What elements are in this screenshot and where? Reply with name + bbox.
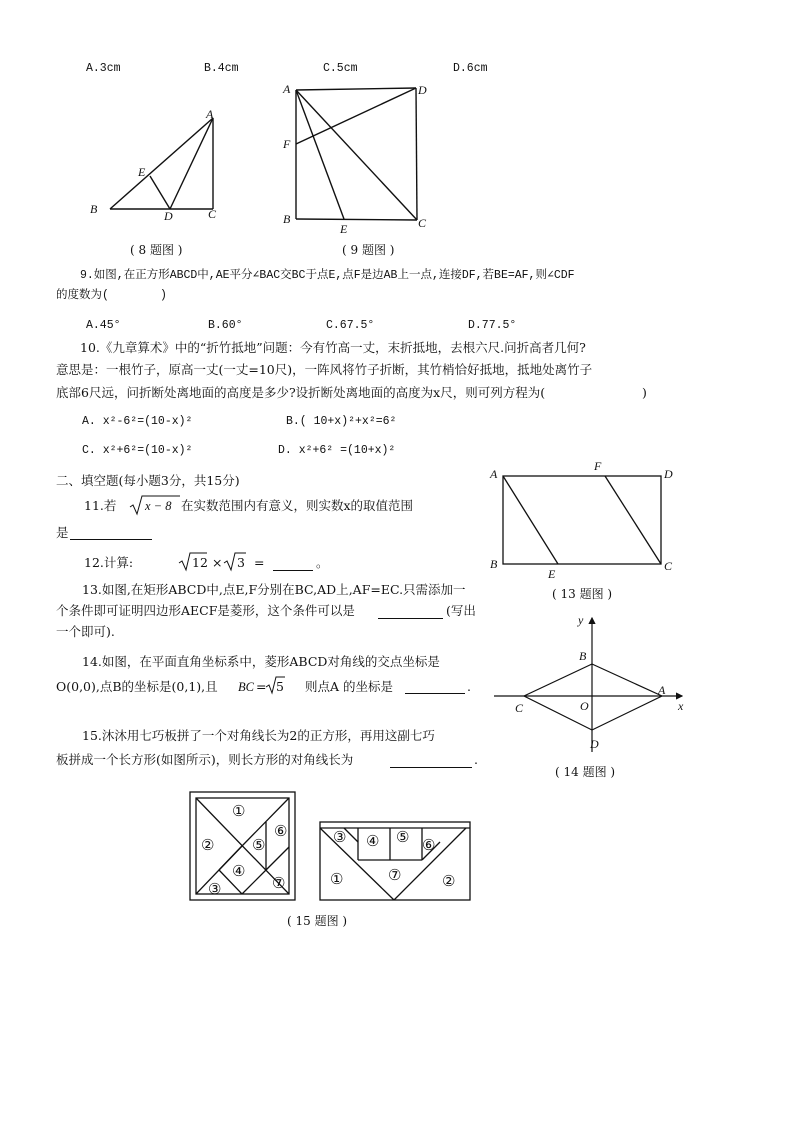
fig15-square-piece-4: ④	[232, 864, 246, 880]
fig15-square-piece-1: ①	[232, 804, 246, 820]
q14-line2-end: .	[467, 679, 471, 694]
q14-text-line2b: 则点A 的坐标是	[305, 679, 394, 694]
q11-sqrt-sign	[130, 495, 144, 515]
figure-15-rectangle	[318, 820, 472, 902]
q11-text: 在实数范围内有意义，则实数x的取值范围	[181, 498, 414, 513]
fig8-caption: ( 8 题图 )	[130, 243, 183, 257]
q10-text-line1: 10.《九章算术》中的“折竹抵地”问题：今有竹高一丈，末折抵地，去根六尺.问折高者几何?	[80, 340, 586, 355]
section-heading: 二、填空题(每小题3分，共15分)	[56, 473, 240, 488]
fig14-label-d: D	[590, 737, 599, 751]
fig15-square-piece-6: ⑥	[274, 824, 288, 840]
fig8-label-a: A	[206, 107, 214, 121]
fig15-rect-piece-1: ①	[330, 872, 344, 888]
fig15-rect-piece-3: ③	[333, 830, 347, 846]
fig13-label-d: D	[664, 467, 673, 481]
q8-option-b: B.4cm	[204, 62, 239, 75]
q14-eq: =	[256, 679, 267, 694]
fig13-label-c: C	[664, 559, 673, 573]
q11-answer-blank[interactable]	[70, 524, 152, 540]
q12-prefix: 12.计算:	[84, 555, 134, 570]
figure-9	[280, 80, 440, 240]
fig9-label-e: E	[340, 222, 348, 236]
q12-end: 。	[316, 555, 329, 570]
q8-option-a: A.3cm	[86, 62, 121, 75]
fig9-caption: ( 9 题图 )	[342, 243, 395, 257]
q12-radicand-1: 12	[192, 555, 208, 570]
q11-radicand: x − 8	[145, 499, 172, 513]
fig13-label-a: A	[490, 467, 498, 481]
fig8-label-c: C	[208, 207, 217, 221]
fig13-label-e: E	[548, 567, 556, 581]
q10-option-b: B.( 10+x)²+x²=6²	[286, 415, 397, 428]
q8-option-d: D.6cm	[453, 62, 488, 75]
fig13-caption: ( 13 题图 )	[552, 587, 613, 601]
q15-line2-end: .	[474, 752, 478, 767]
q14-text-line2a: O(0,0),点B的坐标是(0,1),且	[56, 679, 218, 694]
figure-8	[80, 100, 240, 230]
q13-text-line2: 个条件即可证明四边形AECF是菱形，这个条件可以是	[56, 603, 355, 618]
fig14-label-y: y	[578, 613, 584, 627]
q9-option-b: B.60°	[208, 319, 243, 332]
fig15-rect-piece-4: ④	[366, 834, 380, 850]
q15-text-line1: 15.沐沐用七巧板拼了一个对角线长为2的正方形，再用这副七巧	[82, 728, 435, 743]
fig14-label-a: A	[658, 683, 666, 697]
q12-equals: =	[254, 555, 265, 570]
fig13-label-f: F	[594, 459, 602, 473]
fig15-square-piece-7: ⑦	[272, 876, 286, 892]
q12-times: ×	[212, 555, 223, 570]
q13-text-line2-end: (写出	[446, 603, 476, 618]
fig14-label-c: C	[515, 701, 524, 715]
figure-13	[486, 456, 686, 586]
q13-text-line3: 一个即可).	[56, 624, 115, 639]
fig13-label-b: B	[490, 557, 498, 571]
fig15-rect-piece-6: ⑥	[422, 838, 436, 854]
fig9-label-d: D	[418, 83, 427, 97]
q14-radicand: 5	[276, 679, 284, 694]
q13-answer-blank[interactable]	[378, 603, 443, 619]
q10-text-line2: 意思是：一根竹子，原高一丈(一丈=10尺)，一阵风将竹子折断，其竹梢恰好抵地，抵地处离竹子	[56, 362, 593, 377]
figure-15-square	[188, 790, 298, 902]
fig9-label-c: C	[418, 216, 427, 230]
q14-answer-blank[interactable]	[405, 678, 465, 694]
q10-option-c: C. x²+6²=(10-x)²	[82, 444, 193, 457]
q9-option-d: D.77.5°	[468, 319, 517, 332]
fig14-caption: ( 14 题图 )	[555, 765, 616, 779]
fig14-label-o: O	[580, 699, 589, 713]
fig15-rect-piece-7: ⑦	[388, 868, 402, 884]
fig14-label-x: x	[678, 699, 684, 713]
q12-answer-blank[interactable]	[273, 555, 313, 571]
q11-prefix: 11.若	[84, 498, 117, 513]
q9-text-line2: 的度数为(	[56, 289, 109, 302]
q10-option-a: A. x²-6²=(10-x)²	[82, 415, 193, 428]
q9-text-line1: 9.如图,在正方形ABCD中,AE平分∠BAC交BC于点E,点F是边AB上一点,连接DF,若BE=AF,则∠CDF	[80, 269, 575, 282]
q14-text-line1: 14.如图，在平面直角坐标系中，菱形ABCD对角线的交点坐标是	[82, 654, 440, 669]
q11-vinculum	[143, 495, 179, 497]
fig15-rect-piece-2: ②	[442, 874, 456, 890]
q9-option-c: C.67.5°	[326, 319, 375, 332]
q10-paren-close: )	[642, 385, 647, 400]
fig8-label-e: E	[138, 165, 146, 179]
fig15-square-piece-5: ⑤	[252, 838, 266, 854]
q14-bc: BC	[238, 680, 254, 694]
q15-answer-blank[interactable]	[390, 752, 472, 768]
fig15-rect-piece-5: ⑤	[396, 830, 410, 846]
fig14-label-b: B	[579, 649, 587, 663]
q9-paren-close: )	[160, 289, 167, 302]
q10-text-line3: 底部6尺远，问折断处离地面的高度是多少?设折断处离地面的高度为x尺，则可列方程为(	[56, 385, 546, 400]
q9-option-a: A.45°	[86, 319, 121, 332]
fig9-label-b: B	[283, 212, 291, 226]
q13-text-line1: 13.如图,在矩形ABCD中,点E,F分别在BC,AD上,AF=EC.只需添加一	[82, 582, 466, 597]
figure-14	[490, 612, 690, 760]
fig15-square-piece-3: ③	[208, 882, 222, 898]
fig8-label-b: B	[90, 202, 98, 216]
q11-line2: 是	[56, 525, 69, 540]
q15-text-line2: 板拼成一个长方形(如图所示)，则长方形的对角线长为	[56, 752, 354, 767]
q12-radicand-2: 3	[237, 555, 245, 570]
fig9-label-a: A	[283, 82, 291, 96]
fig15-square-piece-2: ②	[201, 838, 215, 854]
q10-option-d: D. x²+6² =(10+x)²	[278, 444, 396, 457]
fig8-label-d: D	[164, 209, 173, 223]
fig9-label-f: F	[283, 137, 291, 151]
q8-option-c: C.5cm	[323, 62, 358, 75]
fig15-caption: ( 15 题图 )	[287, 914, 348, 928]
